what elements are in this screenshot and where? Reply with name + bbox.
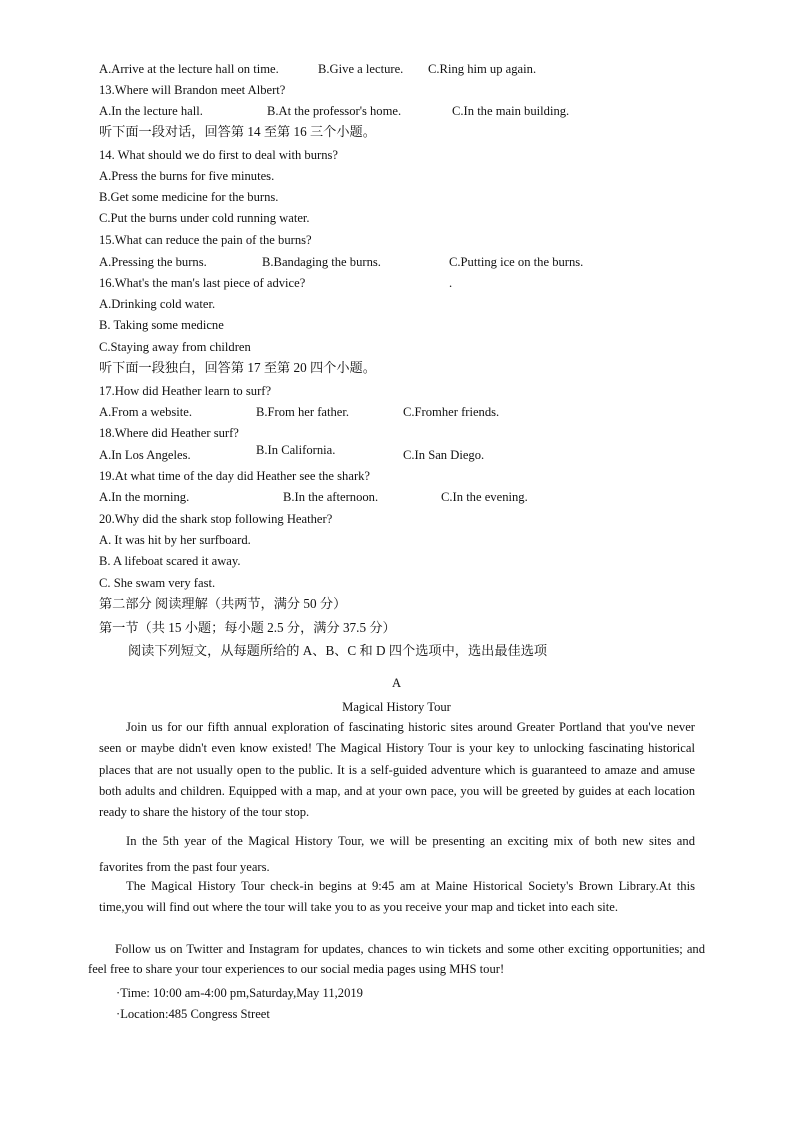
part2-title: 第二部分 阅读理解（共两节，满分 50 分） (99, 596, 347, 611)
q13-option-c: C.In the main building. (452, 104, 570, 118)
section1-title: 第一节（共 15 小题；每小题 2.5 分，满分 37.5 分） (99, 620, 396, 635)
q18-option-c: C.In San Diego. (403, 448, 485, 462)
q16-stray-dot: . (449, 276, 453, 290)
q14-option-c: C.Put the burns under cold running water. (99, 211, 310, 225)
q18-stem: 18.Where did Heather surf? (99, 426, 239, 440)
q13-option-b: B.At the professor's home. (267, 104, 402, 118)
q12-option-a: A.Arrive at the lecture hall on time. (99, 62, 279, 76)
q15-stem: 15.What can reduce the pain of the burns? (99, 233, 312, 247)
passage-title: Magical History Tour (342, 700, 451, 714)
paragraph-2: In the 5th year of the Magical History Tour, we will be presenting an exciting mix of both new sites and favorites from the past four years. (99, 834, 695, 874)
q16-option-b: B. Taking some medicne (99, 318, 224, 332)
q12-option-b: B.Give a lecture. (318, 62, 404, 76)
paragraph-4: Follow us on Twitter and Instagram for updates, chances to win tickets and some other exciting opportunities; and feel free to share your tour experiences to our social media pages using MHS tour! (88, 942, 705, 976)
q13-option-a: A.In the lecture hall. (99, 104, 203, 118)
q17-option-b: B.From her father. (256, 405, 350, 419)
q13-stem: 13.Where will Brandon meet Albert? (99, 83, 286, 97)
paragraph-3: The Magical History Tour check-in begins at 9:45 am at Maine Historical Society's Brown Library.At this time,you will find out where the tour will take you to as you receive your map and ticket into each site. (99, 879, 695, 915)
q15-option-a: A.Pressing the burns. (99, 255, 207, 269)
q15-option-b: B.Bandaging the burns. (262, 255, 381, 269)
q14-option-a: A.Press the burns for five minutes. (99, 169, 275, 183)
q18-option-a: A.In Los Angeles. (99, 448, 191, 462)
q17-option-a: A.From a website. (99, 405, 193, 419)
q12-option-c: C.Ring him up again. (428, 62, 537, 76)
q15-option-c: C.Putting ice on the burns. (449, 255, 584, 269)
q17-option-c: C.Fromher friends. (403, 405, 500, 419)
q19-option-b: B.In the afternoon. (283, 490, 379, 504)
q16-option-a: A.Drinking cold water. (99, 297, 216, 311)
q16-stem: 16.What's the man's last piece of advice? (99, 276, 306, 290)
q20-stem: 20.Why did the shark stop following Heather? (99, 512, 333, 526)
section-instruction-14-16: 听下面一段对话，回答第 14 至第 16 三个小题。 (99, 124, 376, 139)
q19-option-a: A.In the morning. (99, 490, 190, 504)
q19-stem: 19.At what time of the day did Heather see the shark? (99, 469, 371, 483)
q20-option-c: C. She swam very fast. (99, 576, 216, 590)
q18-option-b: B.In California. (256, 443, 336, 457)
event-time: ·Time: 10:00 am-4:00 pm,Saturday,May 11,2019 (116, 986, 363, 1000)
q20-option-b: B. A lifeboat scared it away. (99, 554, 241, 568)
reading-instruction: 阅读下列短文，从每题所给的 A、B、C 和 D 四个选项中，选出最佳选项 (128, 643, 548, 658)
q20-option-a: A. It was hit by her surfboard. (99, 533, 251, 547)
q19-option-c: C.In the evening. (441, 490, 528, 504)
q16-option-c: C.Staying away from children (99, 340, 251, 354)
q14-option-b: B.Get some medicine for the burns. (99, 190, 279, 204)
q14-stem: 14. What should we do first to deal with burns? (99, 148, 339, 162)
q17-stem: 17.How did Heather learn to surf? (99, 384, 272, 398)
passage-letter: A (391, 676, 402, 690)
event-location: ·Location:485 Congress Street (116, 1007, 270, 1021)
paragraph-1: Join us for our fifth annual exploration of fascinating historic sites around Greater Portland that you've never seen or maybe didn't even know existed! The Magical History Tour is your key to unlocking fascinating historical places that are not usually open to the public. It is a self-guided adventure which is guaranteed to amaze and amuse both adults and children. Equipped with a map, and at your own pace, you will be greeted by guides at each location ready to share the history of the tour stop. (99, 720, 695, 820)
section-instruction-17-20: 听下面一段独白，回答第 17 至第 20 四个小题。 (99, 360, 376, 375)
